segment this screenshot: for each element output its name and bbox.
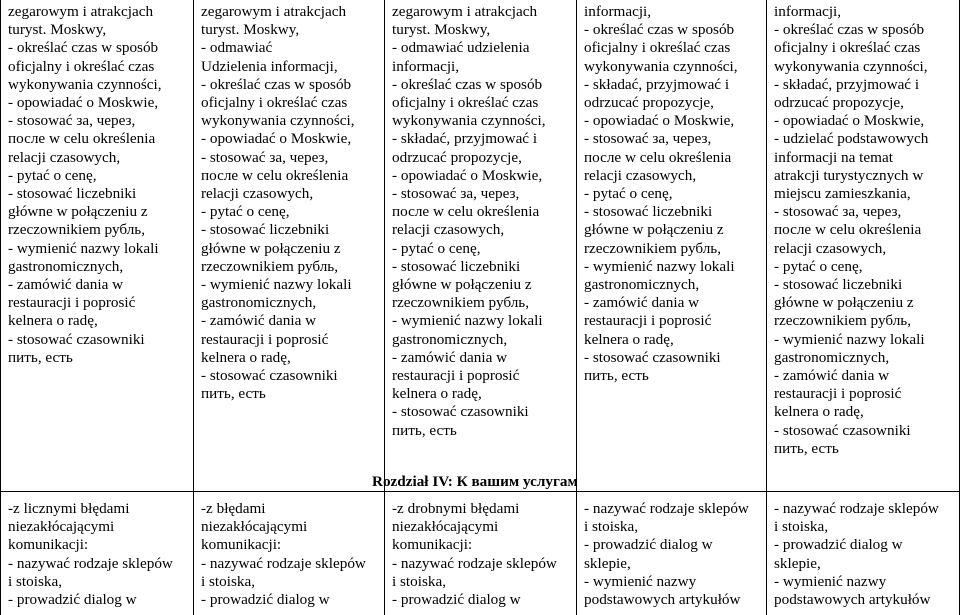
row-border [0,491,960,492]
table-cell: -z drobnymi błędami niezakłócającymi komunikacji: - nazywać rodzaje sklepów i stoiska, - prowadzić dialog w [392,500,557,609]
table-cell: zegarowym i atrakcjach turyst. Moskwy, - odmawiać Udzielenia informacji, - określać czas w sposób oficjalny i określać czas wykonywania czynności, - opowiadać o Moskwie, - stosować за, через, после w celu określenia relacji czasowych, - pytać o cenę, - stosować liczebniki główne w połączeniu z rzeczownikiem рубль, - wymienić nazwy lokali gastronomicznych, - zamówić dania w restauracji i poprosić kelnera o radę, - stosować czasowniki пить, есть [201,3,355,403]
table-cell: zegarowym i atrakcjach turyst. Moskwy, - odmawiać udzielenia informacji, - określać czas w sposób oficjalny i określać czas wykonywania czynności, - składać, przyjmować i odrzucać propozycje, - opowiadać o Moskwie, - stosować за, через, после w celu określenia relacji czasowych, - pytać o cenę, - stosować liczebniki główne w połączeniu z rzeczownikiem рубль, - wymienić nazwy lokali gastronomicznych, - zamówić dania w restauracji i poprosić kelnera o radę, - stosować czasowniki пить, есть [392,3,546,439]
table-cell: - nazywać rodzaje sklepów i stoiska, - prowadzić dialog w sklepie, - wymienić nazwy podstawowych artykułów [774,500,939,609]
table-cell: informacji, - określać czas w sposób oficjalny i określać czas wykonywania czynności, - składać, przyjmować i odrzucać propozycje, - opowiadać o Moskwie, - stosować за, через, после w celu określenia relacji czasowych, - pytać o cenę, - stosować liczebniki główne w połączeniu z rzeczownikiem рубль, - wymienić nazwy lokali gastronomicznych, - zamówić dania w restauracji i poprosić kelnera o radę, - stosować czasowniki пить, есть [584,3,738,385]
section-heading: Rozdział IV: К вашим услугам [372,473,578,490]
column-border [766,0,767,615]
table-cell: informacji, - określać czas w sposób oficjalny i określać czas wykonywania czynności, - składać, przyjmować i odrzucać propozycje, - opowiadać o Moskwie, - udzielać podstawowych informacji na temat atrakcji turystycznych w miejscu zamieszkania, - stosować за, через, после w celu określenia relacji czasowych, - pytać o cenę, - stosować liczebniki główne w połączeniu z rzeczownikiem рубль, - wymienić nazwy lokali gastronomicznych, - zamówić dania w restauracji i poprosić kelnera o radę, - stosować czasowniki пить, есть [774,3,929,457]
column-border [0,0,1,615]
table-cell: -z licznymi błędami niezakłócającymi komunikacji: - nazywać rodzaje sklepów i stoiska, - prowadzić dialog w [8,500,173,609]
column-border [384,0,385,615]
table-cell: zegarowym i atrakcjach turyst. Moskwy, - określać czas w sposób oficjalny i określać czas wykonywania czynności, - opowiadać o Moskwie, - stosować за, через, после w celu określenia relacji czasowych, - pytać o cenę, - stosować liczebniki główne w połączeniu z rzeczownikiem рубль, - wymienić nazwy lokali gastronomicznych, - zamówić dania w restauracji i poprosić kelnera o radę, - stosować czasowniki пить, есть [8,3,162,366]
table-cell: - nazywać rodzaje sklepów i stoiska, - prowadzić dialog w sklepie, - wymienić nazwy podstawowych artykułów [584,500,749,609]
column-border [193,0,194,615]
table-cell: -z błędami niezakłócającymi komunikacji: - nazywać rodzaje sklepów i stoiska, - prowadzić dialog w [201,500,366,609]
column-border [576,0,577,615]
